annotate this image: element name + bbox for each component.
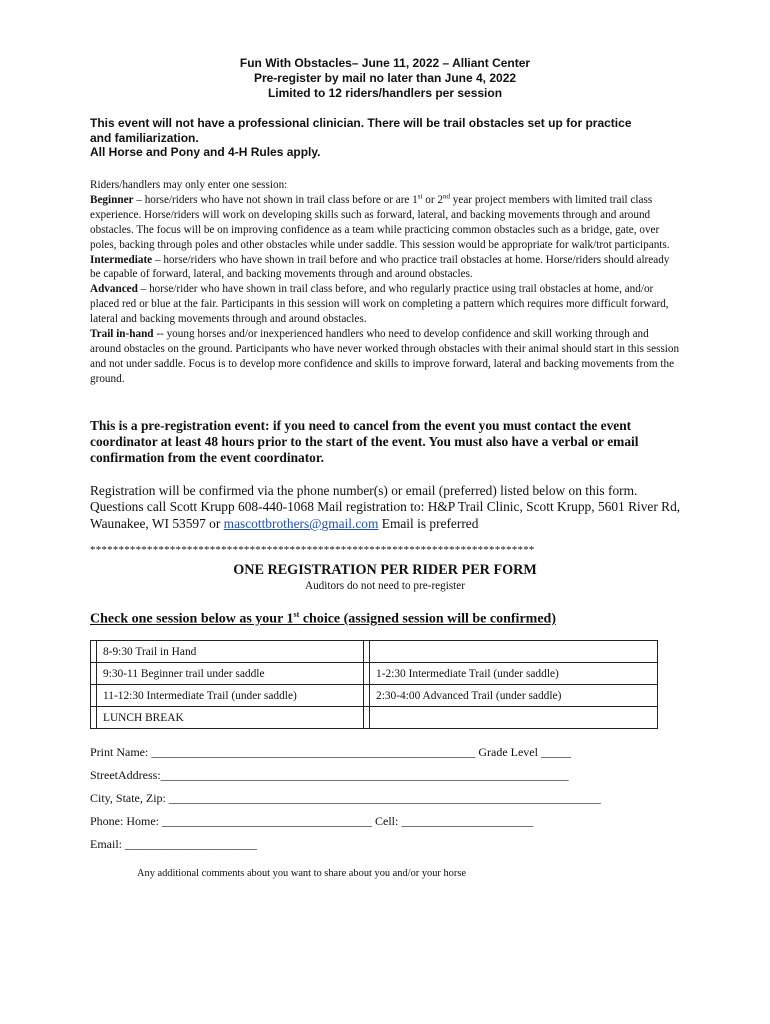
phone-field[interactable]: Phone: Home: ___________________________________ Cell: ______________________ bbox=[90, 814, 534, 828]
inhand-text: -- young horses and/or inexperienced handlers who need to develop confidence and skill working through and around obstacles on the ground. Participants who have never worked through obstacles with their animal should start in this session and not under saddle. Focus is to develop more confidence and skills to improve forward, lateral and backing movements from the ground. bbox=[90, 328, 680, 385]
beginner-label: Beginner bbox=[90, 193, 134, 206]
preregister-deadline: Pre-register by mail no later than June 4, 2022 bbox=[253, 71, 517, 85]
session-choice-table bbox=[90, 640, 658, 729]
table-row bbox=[91, 641, 658, 663]
intermediate-description bbox=[90, 253, 680, 283]
auditors-note: Auditors do not need to pre-register bbox=[304, 580, 465, 592]
advanced-label: Advanced bbox=[90, 283, 138, 296]
beginner-text-b: or 2 bbox=[422, 193, 443, 206]
notice-line-2: and familiarization. bbox=[90, 130, 199, 145]
ordinal-nd: nd bbox=[442, 192, 450, 201]
session-option bbox=[370, 641, 658, 663]
email-field[interactable]: Email: ______________________ bbox=[90, 837, 257, 851]
table-row bbox=[91, 685, 658, 707]
beginner-text-c: year project members with limited trail class experience. Horse/riders will work on developing skills such as forward, lateral, and backing movements through and around obstacles. The focus will be on improving confidence as a team while practicing common obstacles such as a bridge, gate, over poles, backing through poles and other obstacles while under saddle. This session would be appropriate for walk/trot participants. bbox=[90, 193, 670, 251]
beginner-text-a: – horse/riders who have not shown in trail class before or are 1 bbox=[133, 193, 418, 206]
contact-email-link[interactable]: mascottbrothers@gmail.com bbox=[223, 515, 379, 531]
intermediate-label: Intermediate bbox=[90, 253, 153, 266]
print-name-field[interactable]: Print Name: ______________________________________________________ Grade Level _____ bbox=[90, 745, 571, 759]
notice-line-3: All Horse and Pony and 4-H Rules apply. bbox=[90, 145, 321, 159]
beginner-description bbox=[90, 193, 680, 253]
session-descriptions bbox=[90, 178, 680, 387]
session-option: LUNCH BREAK bbox=[97, 707, 364, 729]
ordinal-st: st bbox=[293, 610, 300, 619]
city-state-zip-field[interactable]: City, State, Zip: ________________________________________________________________________ bbox=[90, 791, 601, 805]
confirmation-info bbox=[90, 483, 690, 532]
event-title: Fun With Obstacles– June 11, 2022 – Alliant Center bbox=[239, 56, 531, 70]
check-text-a: Check one session below as your 1 bbox=[90, 611, 294, 627]
table-row bbox=[91, 663, 658, 685]
check-text-b: choice (assigned session will be confirmed) bbox=[299, 611, 556, 627]
session-option: 2:30-4:00 Advanced Trail (under saddle) bbox=[370, 685, 658, 707]
session-option: 11-12:30 Intermediate Trail (under saddle) bbox=[97, 685, 364, 707]
email-preferred: Email is preferred bbox=[378, 515, 479, 531]
one-registration-heading: ONE REGISTRATION PER RIDER PER FORM bbox=[233, 562, 537, 578]
additional-comments-prompt: Any additional comments about you want to share about you and/or your horse bbox=[137, 868, 466, 879]
inhand-label: Trail in-hand bbox=[90, 328, 154, 341]
table-row bbox=[91, 707, 658, 729]
advanced-text: – horse/rider who have shown in trail class before, and who regularly practice using trail obstacles at home, and/or placed red or blue at the fair. Participants in this session will work on completing a pattern which requires more difficult forward, lateral and backing movements through and around obstacles. bbox=[90, 283, 669, 326]
confirmation-text: Registration will be confirmed via the phone number(s) or email (preferred) listed below on this form. Questions call Scott Krupp 608-440-1068 Mail registration to: H&P Trail Clinic, Scott Krupp, 5601 River Rd, Waunakee, WI 53597 or bbox=[90, 483, 681, 531]
session-option: 8-9:30 Trail in Hand bbox=[97, 641, 364, 663]
event-header bbox=[90, 56, 680, 101]
sessions-intro: Riders/handlers may only enter one session: bbox=[90, 179, 288, 191]
notice-line-1: This event will not have a professional clinician. There will be trail obstacles set up for practice bbox=[90, 116, 632, 130]
prereg-cancellation-notice: This is a pre-registration event: if you need to cancel from the event you must contact the event coordinator at least 48 hours prior to the start of the event. You must also have a verbal or email confirmation from the event coordinator. bbox=[90, 418, 639, 465]
event-notice bbox=[90, 116, 690, 160]
check-session-instruction bbox=[90, 610, 556, 628]
advanced-description bbox=[90, 282, 680, 327]
session-option: 9:30-11 Beginner trail under saddle bbox=[97, 663, 364, 685]
intermediate-text: – horse/riders who have shown in trail before and who practice trail obstacles at home. Horse/riders should already be capable of forward, lateral, and backing movements through and around obstacles. bbox=[90, 253, 670, 281]
inhand-description bbox=[90, 327, 680, 387]
ordinal-st: st bbox=[417, 192, 423, 201]
session-option bbox=[370, 707, 658, 729]
session-limit: Limited to 12 riders/handlers per session bbox=[267, 86, 503, 100]
session-option: 1-2:30 Intermediate Trail (under saddle) bbox=[370, 663, 658, 685]
street-address-field[interactable]: StreetAddress:____________________________________________________________________ bbox=[90, 768, 569, 782]
asterisk-divider: ****************************************************************************** bbox=[90, 544, 535, 556]
